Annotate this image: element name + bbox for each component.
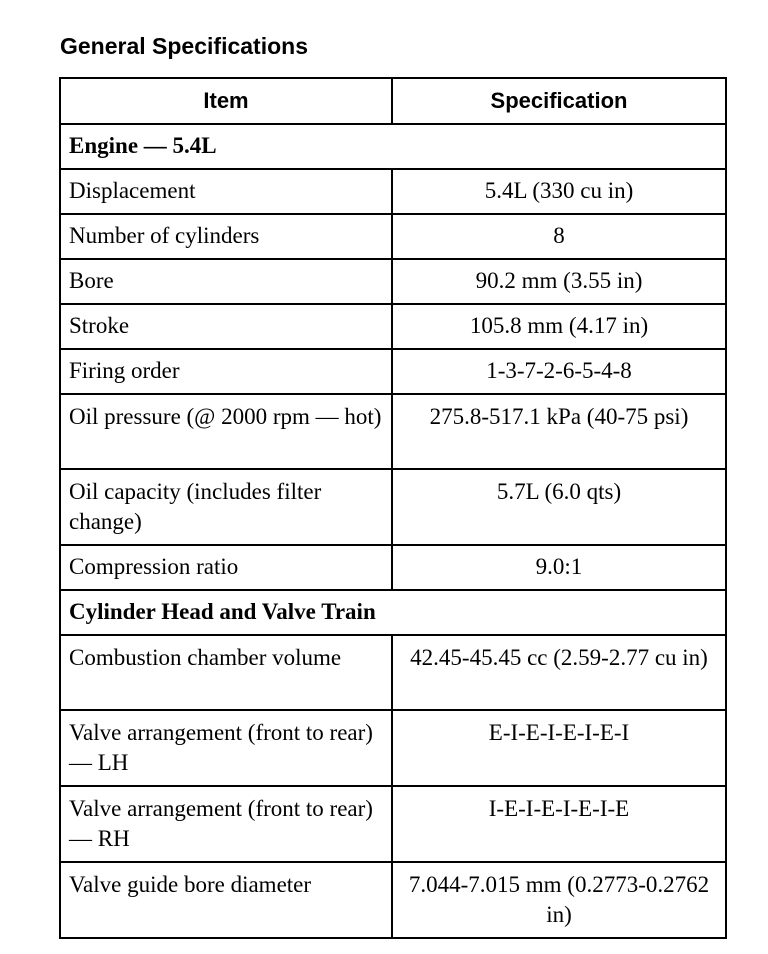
section-header-engine: [60, 124, 726, 169]
table-row: [60, 710, 726, 786]
spec-cell: 7.044-7.015 mm (0.2773-0.2762 in): [392, 862, 726, 938]
item-cell: Valve arrangement (front to rear) — RH: [60, 786, 392, 862]
table-row: [60, 394, 726, 469]
section-header-cylinder-head: [60, 590, 726, 635]
item-cell: Oil capacity (includes filter change): [60, 469, 392, 545]
spec-cell: 5.4L (330 cu in): [392, 169, 726, 214]
table-row: [60, 304, 726, 349]
item-cell: Compression ratio: [60, 545, 392, 590]
item-cell: Combustion chamber volume: [60, 635, 392, 710]
table-row: [60, 259, 726, 304]
spec-cell: E-I-E-I-E-I-E-I: [392, 710, 726, 786]
item-cell: Oil pressure (@ 2000 rpm — hot): [60, 394, 392, 469]
item-cell: Firing order: [60, 349, 392, 394]
spec-cell: 5.7L (6.0 qts): [392, 469, 726, 545]
spec-cell: 8: [392, 214, 726, 259]
item-cell: Number of cylinders: [60, 214, 392, 259]
table-row: [60, 214, 726, 259]
item-cell: Displacement: [60, 169, 392, 214]
spec-cell: 105.8 mm (4.17 in): [392, 304, 726, 349]
page-title: General Specifications: [60, 33, 308, 59]
column-header-item: Item: [60, 78, 392, 124]
specifications-table: [59, 77, 727, 939]
table-header-row: [60, 78, 726, 124]
item-cell: Bore: [60, 259, 392, 304]
table-row: [60, 786, 726, 862]
spec-cell: 42.45-45.45 cc (2.59-2.77 cu in): [392, 635, 726, 710]
item-cell: Valve arrangement (front to rear) — LH: [60, 710, 392, 786]
table-row: [60, 349, 726, 394]
table-row: [60, 469, 726, 545]
section-title: Engine — 5.4L: [60, 124, 726, 169]
spec-cell: 1-3-7-2-6-5-4-8: [392, 349, 726, 394]
spec-cell: I-E-I-E-I-E-I-E: [392, 786, 726, 862]
item-cell: Valve guide bore diameter: [60, 862, 392, 938]
spec-cell: 90.2 mm (3.55 in): [392, 259, 726, 304]
table-row: [60, 169, 726, 214]
table-row: [60, 862, 726, 938]
column-header-specification: Specification: [392, 78, 726, 124]
item-cell: Stroke: [60, 304, 392, 349]
table-row: [60, 635, 726, 710]
section-title: Cylinder Head and Valve Train: [60, 590, 726, 635]
spec-cell: 275.8-517.1 kPa (40-75 psi): [392, 394, 726, 469]
spec-cell: 9.0:1: [392, 545, 726, 590]
table-row: [60, 545, 726, 590]
